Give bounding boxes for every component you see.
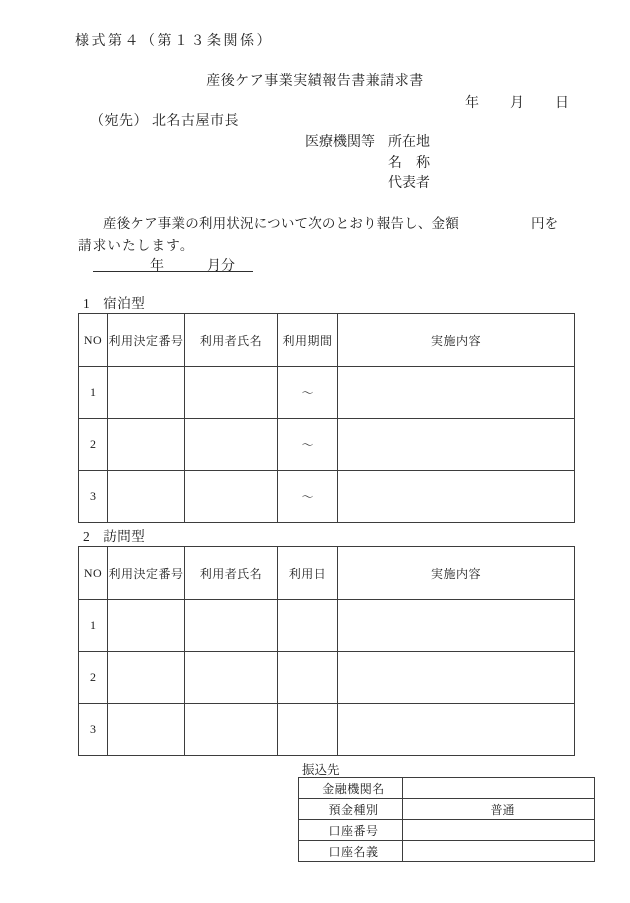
- transfer-row-bank: [299, 778, 595, 799]
- transfer-row-account-number: [299, 820, 595, 841]
- visit-table-row: [79, 704, 575, 756]
- date-cell: [278, 600, 338, 652]
- decision-number-cell: [108, 704, 185, 756]
- column-header-no: NO: [79, 547, 108, 600]
- transfer-table: [298, 777, 595, 862]
- section-number: 1: [83, 296, 91, 311]
- column-header-date: 利用日: [278, 547, 338, 600]
- account-number-label: 口座番号: [299, 820, 403, 841]
- column-header-decision-number: 利用決定番号: [108, 547, 185, 600]
- section-title: 訪問型: [103, 529, 146, 544]
- account-holder-label: 口座名義: [299, 841, 403, 862]
- date-month-label: 月: [510, 96, 524, 111]
- decision-number-cell: [108, 652, 185, 704]
- column-header-user-name: 利用者氏名: [185, 547, 278, 600]
- institution-address-label: 所在地: [388, 135, 430, 150]
- page-title: 産後ケア事業実績報告書兼請求書: [206, 74, 424, 89]
- account-number-value: [403, 820, 595, 841]
- date-day-label: 日: [555, 96, 569, 111]
- user-name-cell: [185, 367, 278, 419]
- column-header-details: 実施内容: [338, 314, 575, 367]
- date-cell: [278, 704, 338, 756]
- stay-table-row: [79, 367, 575, 419]
- stay-table-header-row: [79, 314, 575, 367]
- row-number-cell: 3: [79, 704, 108, 756]
- bank-name-label: 金融機関名: [299, 778, 403, 799]
- body-text-before-amount: 産後ケア事業の利用状況について次のとおり報告し、金額: [103, 216, 459, 231]
- details-cell: [338, 367, 575, 419]
- institution-label: 医療機関等: [305, 135, 375, 150]
- row-number-cell: 2: [79, 652, 108, 704]
- section-title: 宿泊型: [103, 296, 146, 311]
- column-header-no: NO: [79, 314, 108, 367]
- period-year-label: 年: [150, 259, 164, 274]
- transfer-row-account-holder: [299, 841, 595, 862]
- bank-name-value: [403, 778, 595, 799]
- body-line-1: [103, 215, 558, 232]
- details-cell: [338, 471, 575, 523]
- institution-representative-label: 代表者: [388, 176, 430, 191]
- stay-table-row: [79, 471, 575, 523]
- account-holder-value: [403, 841, 595, 862]
- row-number-cell: 3: [79, 471, 108, 523]
- account-type-label: 預金種別: [299, 799, 403, 820]
- row-number-cell: 2: [79, 419, 108, 471]
- form-number: 様式第４（第１３条関係）: [75, 34, 273, 49]
- visit-table-row: [79, 652, 575, 704]
- details-cell: [338, 419, 575, 471]
- period-month-label: 月分: [207, 259, 235, 274]
- section-heading-visit: [83, 528, 145, 545]
- column-header-user-name: 利用者氏名: [185, 314, 278, 367]
- visit-table-header-row: [79, 547, 575, 600]
- details-cell: [338, 652, 575, 704]
- details-cell: [338, 704, 575, 756]
- user-name-cell: [185, 600, 278, 652]
- period-tilde-cell: ～: [278, 419, 338, 471]
- row-number-cell: 1: [79, 367, 108, 419]
- body-line-2: 請求いたします。: [78, 238, 195, 253]
- decision-number-cell: [108, 367, 185, 419]
- period-tilde-cell: ～: [278, 471, 338, 523]
- period-tilde-cell: ～: [278, 367, 338, 419]
- stay-table-row: [79, 419, 575, 471]
- visit-table: [78, 546, 575, 756]
- decision-number-cell: [108, 419, 185, 471]
- period-underline: [93, 253, 253, 272]
- addressee: （宛先） 北名古屋市長: [90, 114, 239, 129]
- user-name-cell: [185, 704, 278, 756]
- transfer-section-title: 振込先: [302, 763, 340, 777]
- section-number: 2: [83, 529, 91, 544]
- stay-table: [78, 313, 575, 523]
- date-year-label: 年: [465, 96, 479, 111]
- body-text-after-amount: 円を: [530, 216, 559, 231]
- visit-table-row: [79, 600, 575, 652]
- details-cell: [338, 600, 575, 652]
- decision-number-cell: [108, 600, 185, 652]
- row-number-cell: 1: [79, 600, 108, 652]
- transfer-row-account-type: [299, 799, 595, 820]
- user-name-cell: [185, 471, 278, 523]
- column-header-period: 利用期間: [278, 314, 338, 367]
- column-header-details: 実施内容: [338, 547, 575, 600]
- decision-number-cell: [108, 471, 185, 523]
- date-line: [465, 95, 569, 112]
- section-heading-stay: [83, 295, 145, 312]
- column-header-decision-number: 利用決定番号: [108, 314, 185, 367]
- date-cell: [278, 652, 338, 704]
- account-type-value: 普通: [403, 799, 595, 820]
- user-name-cell: [185, 419, 278, 471]
- institution-name-label: 名 称: [388, 156, 430, 171]
- user-name-cell: [185, 652, 278, 704]
